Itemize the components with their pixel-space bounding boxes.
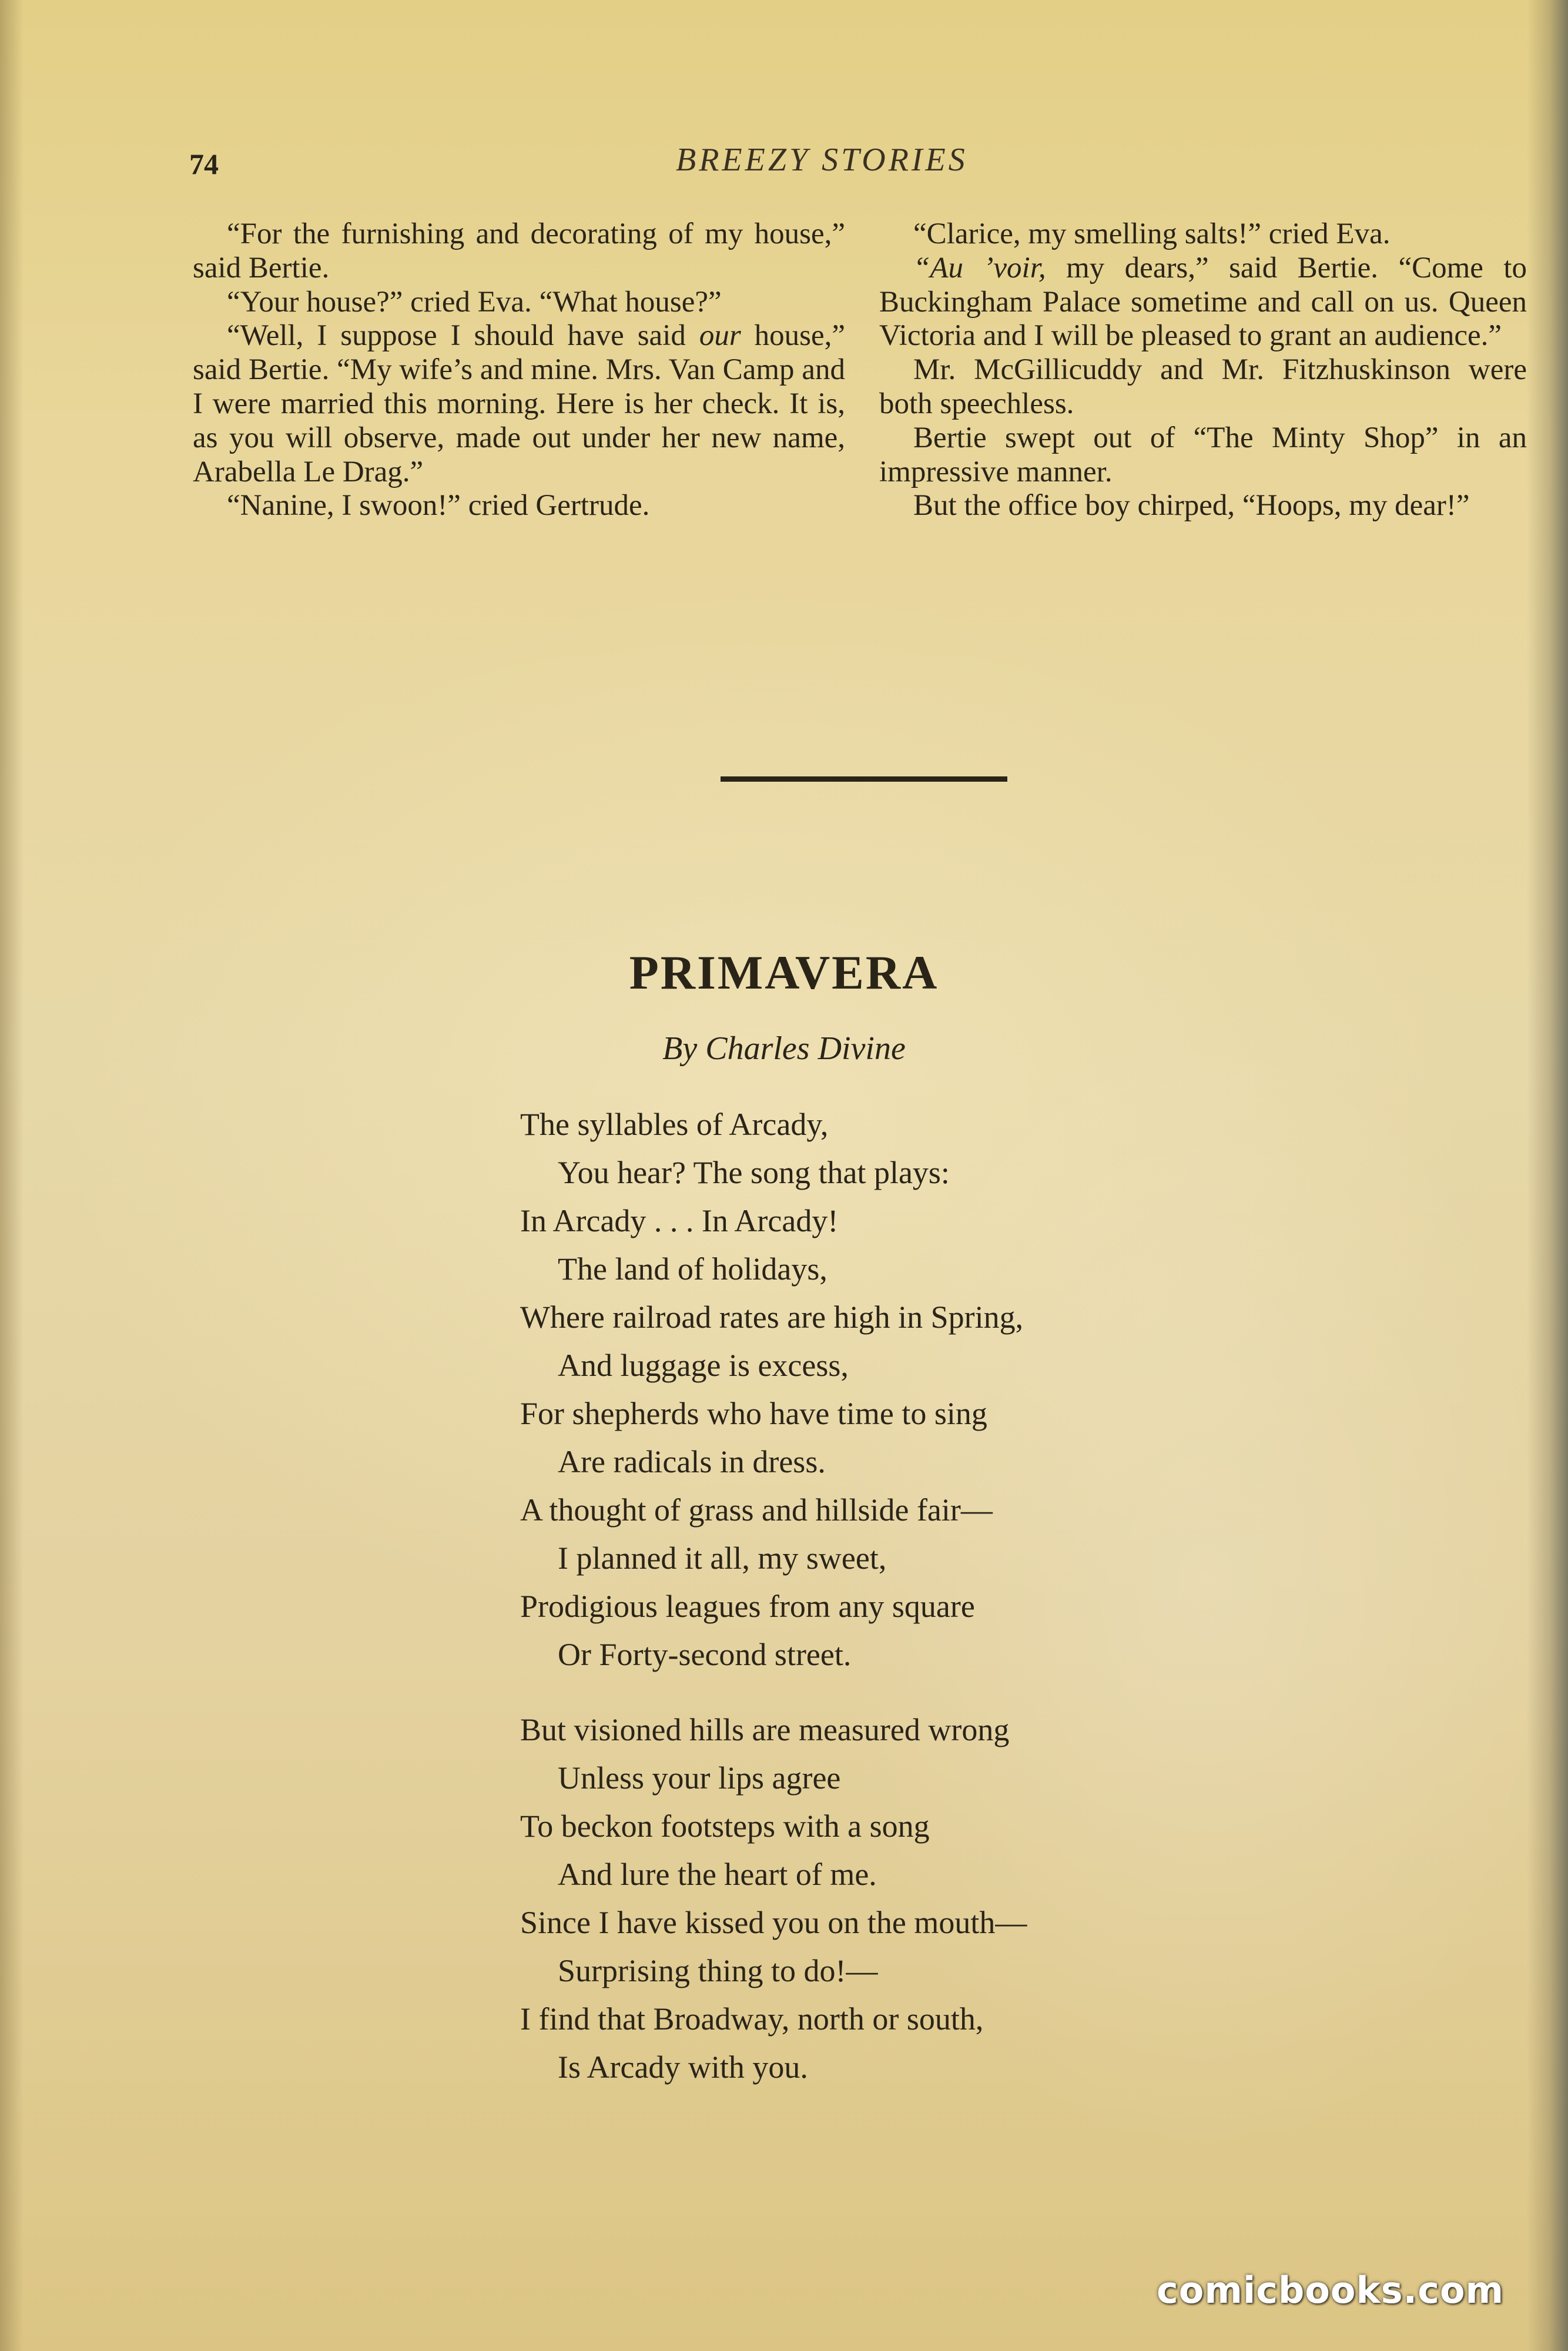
paragraph: Bertie swept out of “The Minty Shop” in an impressive manner.: [879, 421, 1527, 488]
italic-word: our: [699, 319, 741, 353]
poem-line: In Arcady . . . In Arcady!: [520, 1203, 839, 1238]
poem-line: Is Arcady with you.: [558, 2049, 808, 2085]
poem-line: To beckon footsteps with a song: [520, 1809, 930, 1844]
poem-line: The syllables of Arcady,: [520, 1107, 829, 1142]
poem-line: And luggage is excess,: [558, 1348, 849, 1383]
paragraph: “For the furnishing and decorating of my house,” said Bertie.: [193, 217, 845, 284]
poem-line: Or Forty-second street.: [558, 1637, 852, 1672]
page-number: 74: [189, 148, 219, 180]
poem-line: Are radicals in dress.: [558, 1444, 826, 1479]
poem-line: Unless your lips agree: [558, 1760, 841, 1796]
running-header: BREEZY STORIES: [676, 142, 968, 178]
paragraph: “Your house?” cried Eva. “What house?”: [227, 285, 722, 319]
paragraph: Mr. McGillicuddy and Mr. Fitzhuskinson were both speechless.: [879, 353, 1527, 420]
poem-line: For shepherds who have time to sing: [520, 1396, 987, 1431]
poem-stanza: [520, 1100, 1284, 1679]
poem-line: I find that Broadway, north or south,: [520, 2001, 984, 2037]
section-divider: [721, 776, 1007, 782]
poem-stanza: [520, 1706, 1284, 2091]
poem-body: [520, 1100, 1284, 2091]
paragraph: “Nanine, I swoon!” cried Gertrude.: [227, 489, 650, 523]
poem-line: Where railroad rates are high in Spring,: [520, 1300, 1024, 1335]
story-right-column: [879, 217, 1527, 523]
paragraph: “Clarice, my smelling salts!” cried Eva.: [913, 217, 1391, 250]
paragraph: “Au ’voir, my dears,” said Bertie. “Come to Buckingham Palace sometime and call on us. Queen Victoria and I will be pleased to grant an audience.”: [879, 251, 1527, 353]
page-right-edge: [1527, 0, 1568, 2351]
site-watermark: comicbooks.com: [1157, 2269, 1505, 2312]
poem-line: But visioned hills are measured wrong: [520, 1712, 1010, 1747]
poem-line: You hear? The song that plays:: [558, 1155, 950, 1190]
poem-byline: By Charles Divine: [662, 1030, 906, 1067]
page-left-edge: [0, 0, 24, 2351]
paragraph: “Well, I suppose I should have said our house,” said Bertie. “My wife’s and mine. Mrs. Van Camp and I were married this morning. Here is her check. It is, as you will observe, made out under her new name, Arabella Le Drag.”: [193, 319, 845, 488]
poem-line: I planned it all, my sweet,: [558, 1540, 887, 1576]
poem-line: Surprising thing to do!—: [558, 1953, 878, 1988]
story-left-column: [193, 217, 845, 523]
poem-line: And lure the heart of me.: [558, 1857, 877, 1892]
poem-title: PRIMAVERA: [629, 946, 939, 999]
poem-line: The land of holidays,: [558, 1251, 827, 1287]
italic-phrase: “Au ’voir,: [913, 251, 1046, 284]
stanza-break: [520, 1679, 1284, 1706]
poem-line: Prodigious leagues from any square: [520, 1589, 975, 1624]
poem-line: A thought of grass and hillside fair—: [520, 1492, 993, 1528]
paragraph: But the office boy chirped, “Hoops, my dear!”: [913, 489, 1470, 523]
poem-line: Since I have kissed you on the mouth—: [520, 1905, 1027, 1940]
